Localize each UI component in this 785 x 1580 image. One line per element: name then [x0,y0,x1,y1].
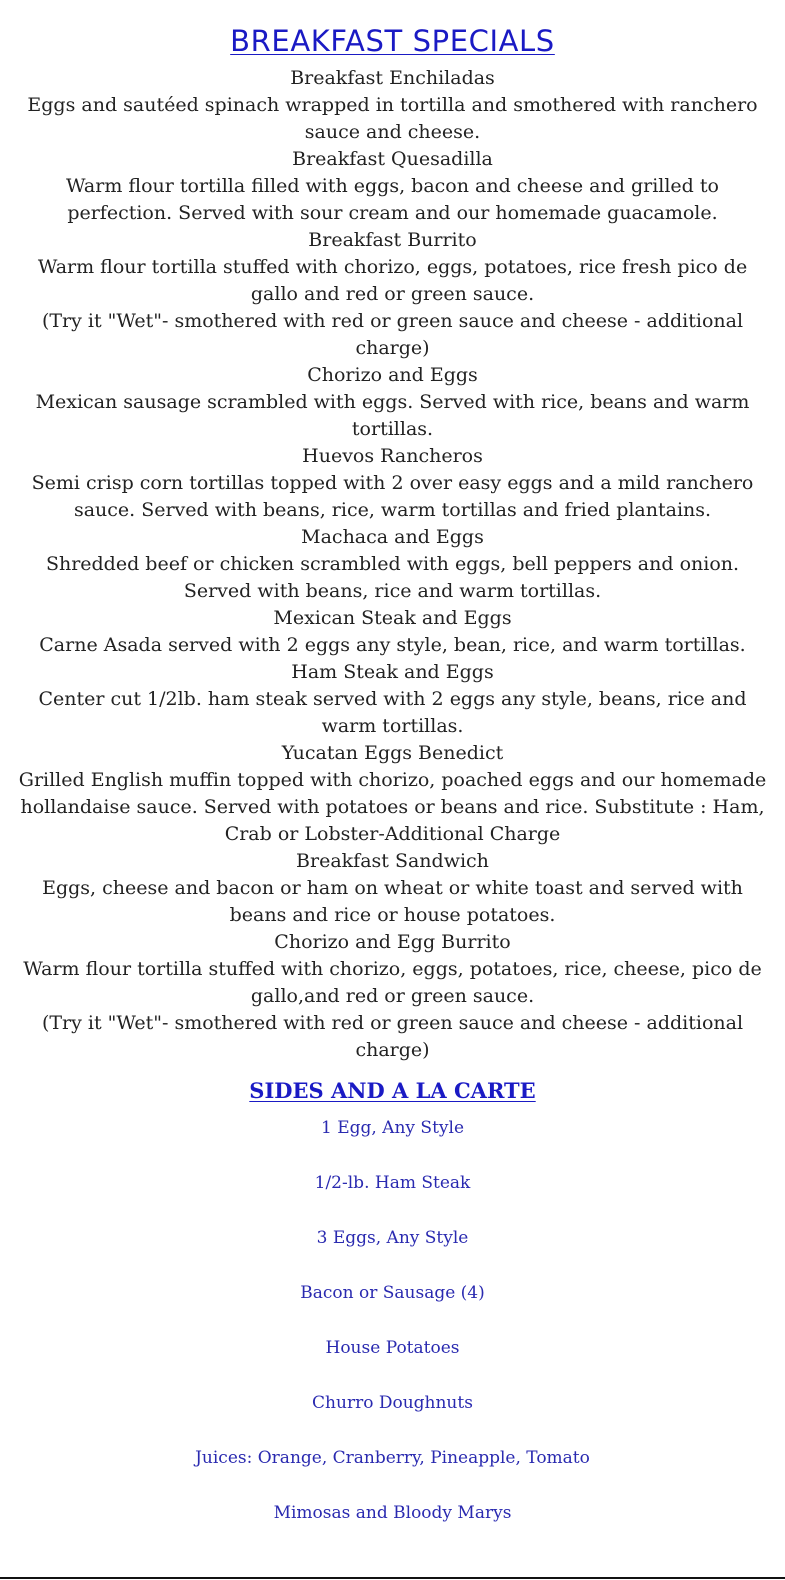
menu-item-name: Ham Steak and Eggs [291,661,494,683]
side-item: Juices: Orange, Cranberry, Pineapple, Tomato [195,1448,590,1468]
menu-item-description: Mexican sausage scrambled with eggs. Served with rice, beans and warm tortillas. [35,391,750,440]
menu-item-name: Machaca and Eggs [301,526,484,548]
menu-item [14,146,771,227]
side-item: Mimosas and Bloody Marys [273,1503,512,1523]
menu-item-description: Warm flour tortilla filled with eggs, bacon and cheese and grilled to perfection. Served with sour cream and our homemade guacamole. [66,175,719,224]
menu-item-description: Center cut 1/2lb. ham steak served with 2 eggs any style, beans, rice and warm tortillas. [38,688,747,737]
menu-item [14,524,771,605]
menu-item-name: Mexican Steak and Eggs [273,607,512,629]
menu-item-name: Yucatan Eggs Benedict [281,742,504,764]
menu-item [14,362,771,443]
side-item: Churro Doughnuts [312,1393,473,1413]
breakfast-specials-list [0,65,785,1064]
menu-item-description: Carne Asada served with 2 eggs any style, bean, rice, and warm tortillas. [39,634,746,656]
side-item: House Potatoes [325,1338,460,1358]
bottom-divider [0,1577,785,1579]
menu-item-name: Breakfast Sandwich [296,850,489,872]
menu-item-note: (Try it "Wet"- smothered with red or green sauce and cheese - additional charge) [41,1012,744,1061]
menu-item-description: Warm flour tortilla stuffed with chorizo, eggs, potatoes, rice fresh pico de gallo and red or green sauce. [37,256,748,305]
menu-item-description: Eggs, cheese and bacon or ham on wheat or white toast and served with beans and rice or house potatoes. [42,877,743,926]
side-item: 1 Egg, Any Style [320,1118,464,1138]
menu-item-description: Semi crisp corn tortillas topped with 2 over easy eggs and a mild ranchero sauce. Served with beans, rice, warm tortillas and fried plantains. [31,472,754,521]
menu-item [14,443,771,524]
side-item: 1/2-lb. Ham Steak [314,1173,471,1193]
menu-item-name: Huevos Rancheros [302,445,483,467]
menu-item-description: Eggs and sautéed spinach wrapped in tortilla and smothered with ranchero sauce and cheese. [27,94,758,143]
sides-heading: SIDES AND A LA CARTE [249,1078,536,1103]
menu-item-name: Chorizo and Eggs [307,364,478,386]
menu-item-name: Breakfast Burrito [308,229,477,251]
menu-item-description: Grilled English muffin topped with chorizo, poached eggs and our homemade hollandaise sauce. Served with potatoes or beans and rice. Substitute : Ham, Crab or Lobster-Additional Charge [18,769,767,845]
menu-item [14,65,771,146]
menu-item [14,848,771,929]
menu-item-name: Breakfast Enchiladas [290,67,495,89]
menu-item [14,659,771,740]
menu-item [14,227,771,362]
menu-item-name: Chorizo and Egg Burrito [274,931,511,953]
menu-item [14,929,771,1064]
menu-item [14,605,771,659]
menu-item-description: Warm flour tortilla stuffed with chorizo, eggs, potatoes, rice, cheese, pico de gallo,and red or green sauce. [23,958,762,1007]
breakfast-specials-heading: BREAKFAST SPECIALS [230,24,555,58]
menu-item-description: Shredded beef or chicken scrambled with eggs, bell peppers and onion. Served with beans, rice and warm tortillas. [45,553,740,602]
sides-list [0,1116,785,1556]
menu-item-name: Breakfast Quesadilla [292,148,493,170]
menu-item [14,740,771,848]
side-item: 3 Eggs, Any Style [316,1228,469,1248]
side-item: Bacon or Sausage (4) [300,1283,485,1303]
menu-item-note: (Try it "Wet"- smothered with red or green sauce and cheese - additional charge) [41,310,744,359]
